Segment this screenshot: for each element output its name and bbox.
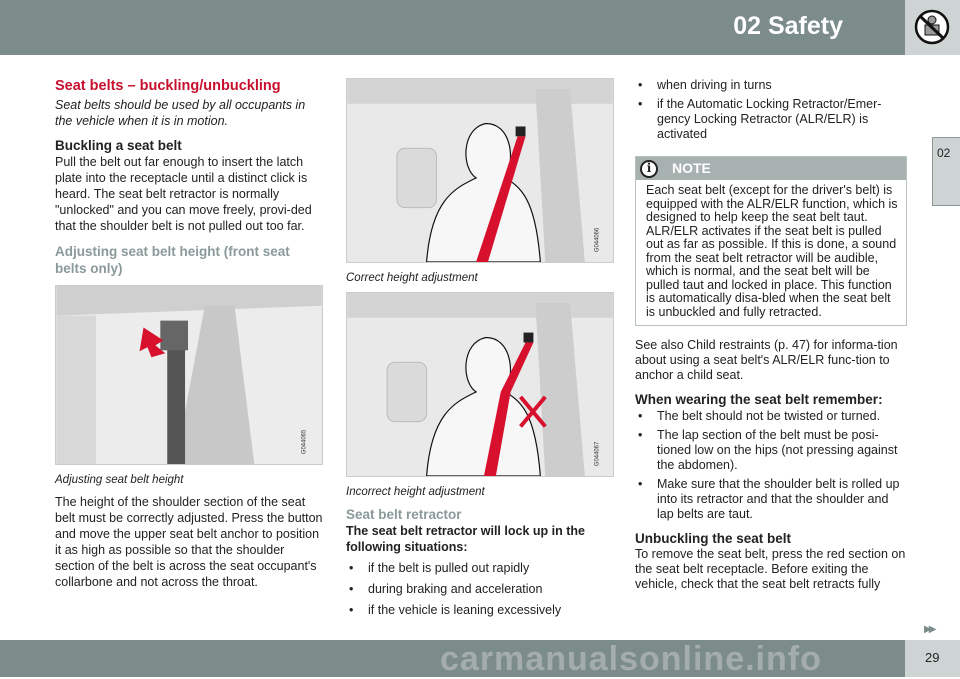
intro-text: Seat belts should be used by all occupants in the vehicle when it is in motion.	[55, 98, 306, 128]
unbuckling-text: To remove the seat belt, press the red section on the seat belt receptacle. Before exiting the vehicle, check that the seat belt retracts fully	[635, 547, 906, 591]
list-item: • if the Automatic Locking Retractor/Emer-gency Locking Retractor (ALR/ELR) is activated	[635, 97, 907, 142]
list-item: • when driving in turns	[635, 78, 907, 93]
note-text: Each seat belt (except for the driver's belt) is equipped with the ALR/ELR function, which is designed to help keep the seat belt taut. ALR/ELR activates if the seat belt is pulled out as far as possible. If this is done, a sound from the seat belt retractor will be audible, which is normal, and the seat belt will be pulled taut and locked in place. This function is automatically disa-bled when the seat belt is unbuckled and fully retracted.	[646, 183, 898, 319]
figure-caption: Incorrect height adjustment	[346, 486, 485, 498]
heading-unbuckling: Unbuckling the seat belt	[635, 531, 792, 546]
retractor-list	[346, 560, 616, 618]
column-3	[635, 78, 907, 592]
figure-correct-height	[346, 78, 614, 263]
list-item: • The lap section of the belt must be posi-tioned low on the hips (not pressing against the abdomen).	[635, 428, 907, 473]
figure-incorrect-height	[346, 292, 614, 477]
note-title: NOTE	[672, 160, 711, 176]
seat-belt-icon	[905, 0, 960, 55]
heading-adjusting: Adjusting seat belt height (front seat belts only)	[55, 244, 290, 276]
column-1	[55, 78, 323, 590]
chapter-title: 02 Safety	[733, 12, 843, 40]
page-number: 29	[905, 640, 960, 677]
chapter-tab[interactable]: 02	[932, 137, 960, 206]
heading-retractor: Seat belt retractor	[346, 507, 462, 522]
header-bar	[0, 0, 905, 55]
figure-adjust-height	[55, 285, 323, 465]
figure-code: G044065	[301, 429, 308, 455]
retractor-list-cont	[635, 78, 907, 142]
figure-code: G044067	[594, 441, 601, 467]
section-title: Seat belts – buckling/unbuckling	[55, 78, 281, 94]
heading-buckling: Buckling a seat belt	[55, 138, 182, 153]
next-page-icon[interactable]: ▶▶	[924, 624, 934, 635]
remember-list	[635, 409, 907, 522]
info-icon: i	[640, 160, 658, 178]
list-item: • Make sure that the shoulder belt is rolled up into its retractor and that the shoulder and lap belts are taut.	[635, 477, 907, 522]
note-box	[635, 156, 907, 326]
heading-remember: When wearing the seat belt remember:	[635, 392, 883, 407]
see-also-text: See also Child restraints (p. 47) for informa-tion about using a seat belt's ALR/ELR func-tion to anchor a child seat.	[635, 338, 898, 382]
header-icon-box	[905, 0, 960, 55]
adjusting-text: The height of the shoulder section of the seat belt must be correctly adjusted. Press the button and move the upper seat belt anchor to position it as high as possible so that the shoulder section of the belt is across the seat occupant's collarbone and not across the throat.	[55, 495, 323, 589]
figure-caption: Correct height adjustment	[346, 272, 478, 284]
list-item: • during braking and acceleration	[346, 581, 616, 597]
figure-code: G044066	[594, 227, 601, 253]
list-item: • The belt should not be twisted or turned.	[635, 409, 907, 424]
buckling-text: Pull the belt out far enough to insert the latch plate into the receptacle until a distinct click is heard. The seat belt retractor is normally "unlocked" and you can move freely, provi-ded that the shoulder belt is not pulled out too far.	[55, 155, 312, 233]
retractor-lead: The seat belt retractor will lock up in the following situations:	[346, 524, 585, 554]
list-item: • if the belt is pulled out rapidly	[346, 560, 616, 576]
list-item: • if the vehicle is leaning excessively	[346, 602, 616, 618]
watermark: carmanualsonline.info	[440, 640, 822, 678]
figure-caption: Adjusting seat belt height	[55, 474, 184, 486]
column-2	[346, 78, 616, 618]
